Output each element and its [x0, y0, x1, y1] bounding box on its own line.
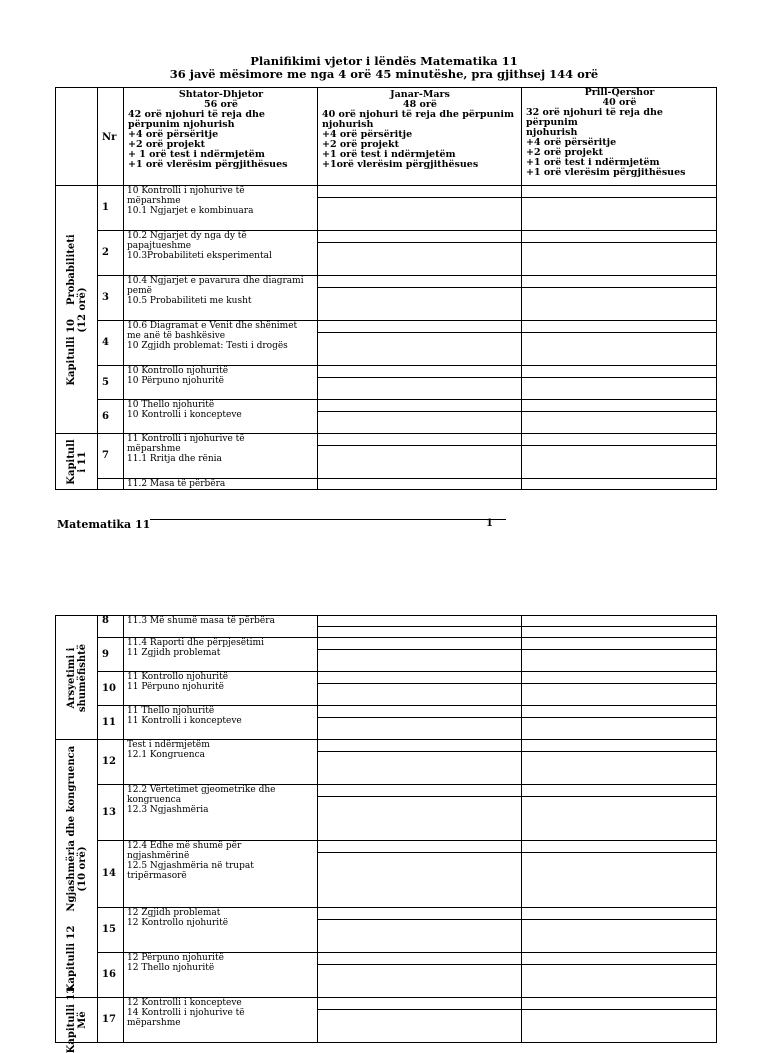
- plan-cell[interactable]: [522, 841, 717, 853]
- plan-cell[interactable]: [318, 412, 522, 434]
- header-nr: Nr: [98, 88, 124, 186]
- plan-cell[interactable]: [522, 740, 717, 752]
- week-topic: 12.2 Vërtetimet gjeometrike dhe kongruenca 12.3 Ngjashmëria: [124, 785, 318, 841]
- plan-cell[interactable]: [318, 998, 522, 1010]
- plan-cell[interactable]: [522, 785, 717, 797]
- plan-cell[interactable]: [318, 198, 522, 231]
- plan-cell[interactable]: [522, 288, 717, 321]
- term-3-hours: 40 orë: [602, 97, 637, 108]
- chapter-12-label: Kapitulli 12 Ngjashmëria dhe kongruenca (10 orë): [56, 740, 98, 998]
- document-subtitle: 36 javë mësimore me nga 4 orë 45 minutëshe, pra gjithsej 144 orë: [169, 67, 599, 81]
- week-topic: 12 Zgjidh problemat 12 Kontrollo njohuritë: [124, 908, 318, 953]
- plan-cell[interactable]: [522, 908, 717, 920]
- week-number: 14: [98, 841, 124, 908]
- week-number: 5: [98, 366, 124, 400]
- plan-cell[interactable]: [318, 706, 522, 718]
- week-topic: 10.6 Diagramat e Venit dhe shënimet me anë të bashkësive 10 Zgjidh problemat: Testi i drogës: [124, 321, 318, 366]
- week-number: 3: [98, 276, 124, 321]
- plan-cell[interactable]: [318, 797, 522, 841]
- week-topic: 10 Kontrolli i njohurive të mëparshme 10.1 Ngjarjet e kombinuara: [124, 186, 318, 231]
- plan-cell[interactable]: [318, 479, 522, 490]
- plan-cell[interactable]: [522, 479, 717, 490]
- plan-cell[interactable]: [522, 400, 717, 412]
- plan-cell[interactable]: [318, 785, 522, 797]
- plan-cell[interactable]: [522, 446, 717, 479]
- plan-cell[interactable]: [522, 752, 717, 785]
- week-number: 7: [98, 434, 124, 479]
- week-topic: 11 Kontrolli i njohurive të mëparshme 11.1 Rritja dhe rënia: [124, 434, 318, 479]
- plan-cell[interactable]: [318, 672, 522, 684]
- plan-cell[interactable]: [522, 672, 717, 684]
- plan-cell[interactable]: [318, 333, 522, 366]
- week-number: 9: [98, 638, 124, 672]
- plan-cell[interactable]: [318, 378, 522, 400]
- plan-cell[interactable]: [318, 953, 522, 965]
- footer-page-number: 1: [486, 518, 493, 529]
- plan-cell[interactable]: [522, 243, 717, 276]
- week-topic: 12.4 Edhe më shumë për ngjashmërinë 12.5 Ngjashmëria në trupat tripërmasorë: [124, 841, 318, 908]
- plan-cell[interactable]: [522, 797, 717, 841]
- plan-cell[interactable]: [522, 412, 717, 434]
- week-topic: 10.4 Ngjarjet e pavarura dhe diagrami pemë 10.5 Probabiliteti me kusht: [124, 276, 318, 321]
- term-1-period: Shtator-Dhjetor: [178, 89, 264, 100]
- plan-cell[interactable]: [318, 446, 522, 479]
- week-number: 10: [98, 672, 124, 706]
- plan-cell[interactable]: [522, 231, 717, 243]
- week-topic: 10 Kontrollo njohuritë 10 Përpuno njohuritë: [124, 366, 318, 400]
- plan-cell[interactable]: [318, 908, 522, 920]
- plan-cell[interactable]: [318, 366, 522, 378]
- plan-cell[interactable]: [318, 321, 522, 333]
- plan-cell[interactable]: [522, 998, 717, 1010]
- term-1-hours: 56 orë: [204, 99, 238, 110]
- term-3-details: 32 orë njohuri të reja dhe përpunim njohurish +4 orë përsëritje +2 orë projekt +1 orë test i ndërmjetëm +1 orë vlerësim përgjithësues: [526, 107, 686, 178]
- plan-cell[interactable]: [522, 616, 717, 627]
- week-topic: 12 Përpuno njohuritë 12 Thello njohuritë: [124, 953, 318, 998]
- plan-cell[interactable]: [522, 953, 717, 965]
- term-2-details: 40 orë njohuri të reja dhe përpunim njohurish +4 orë përsëritje +2 orë projekt +1 orë test i ndërmjetëm +1orë vlerësim përgjithësues: [322, 109, 515, 170]
- week-number: 16: [98, 953, 124, 998]
- plan-cell[interactable]: [318, 276, 522, 288]
- week-topic: 11.2 Masa të përbëra: [124, 479, 318, 490]
- plan-cell[interactable]: [318, 186, 522, 198]
- plan-cell[interactable]: [318, 400, 522, 412]
- plan-cell[interactable]: [318, 841, 522, 853]
- plan-cell[interactable]: [318, 288, 522, 321]
- week-number: 15: [98, 908, 124, 953]
- plan-cell[interactable]: [318, 920, 522, 953]
- week-number: 12: [98, 740, 124, 785]
- plan-cell[interactable]: [522, 718, 717, 740]
- week-number: 6: [98, 400, 124, 434]
- footer-subject: Matematika 11: [57, 518, 151, 531]
- plan-cell[interactable]: [522, 1010, 717, 1043]
- week-topic: 10.2 Ngjarjet dy nga dy të papajtueshme 10.3Probabiliteti eksperimental: [124, 231, 318, 276]
- week-number: 2: [98, 231, 124, 276]
- week-topic: Test i ndërmjetëm 12.1 Kongruenca: [124, 740, 318, 785]
- week-number: 1: [98, 186, 124, 231]
- week-topic: 11 Thello njohuritë 11 Kontrolli i koncepteve: [124, 706, 318, 740]
- week-number: 13: [98, 785, 124, 841]
- plan-cell[interactable]: [318, 718, 522, 740]
- plan-cell[interactable]: [318, 434, 522, 446]
- plan-cell[interactable]: [318, 627, 522, 638]
- plan-cell[interactable]: [522, 378, 717, 400]
- week-number: 4: [98, 321, 124, 366]
- plan-cell[interactable]: [318, 740, 522, 752]
- plan-cell[interactable]: [318, 1010, 522, 1043]
- plan-cell[interactable]: [318, 231, 522, 243]
- plan-cell[interactable]: [318, 616, 522, 627]
- term-1-details: 42 orë njohuri të reja dhe përpunim njohurish +4 orë përsëritje +2 orë projekt + 1 orë test i ndërmjetëm +1 orë vlerësim përgjithësues: [128, 109, 288, 170]
- plan-cell[interactable]: [522, 321, 717, 333]
- week-number: 17: [98, 998, 124, 1043]
- chapter-11-label: Kapitull i 11: [56, 434, 98, 490]
- plan-cell[interactable]: [318, 684, 522, 706]
- plan-cell[interactable]: [318, 752, 522, 785]
- plan-table-page-2: [55, 615, 717, 1053]
- plan-cell[interactable]: [522, 853, 717, 908]
- plan-cell[interactable]: [522, 333, 717, 366]
- document-title: Planifikimi vjetor i lëndës Matematika 11: [250, 54, 518, 68]
- plan-cell[interactable]: [522, 434, 717, 446]
- plan-cell[interactable]: [522, 627, 717, 638]
- week-topic: 11 Kontrollo njohuritë 11 Përpuno njohuritë: [124, 672, 318, 706]
- week-number: 11: [98, 706, 124, 740]
- plan-cell[interactable]: [318, 243, 522, 276]
- plan-cell[interactable]: [522, 965, 717, 998]
- week-number: [98, 479, 124, 490]
- header-term-3: [522, 88, 717, 186]
- term-2-hours: 48 orë: [403, 99, 437, 110]
- plan-cell[interactable]: [522, 276, 717, 288]
- plan-cell[interactable]: [522, 186, 717, 198]
- term-3-period: Prill-Qershor: [584, 87, 655, 98]
- week-topic: 11.3 Më shumë masa të përbëra: [124, 616, 318, 638]
- plan-cell[interactable]: [522, 650, 717, 672]
- week-number: 8: [98, 616, 124, 638]
- plan-cell[interactable]: [522, 366, 717, 378]
- plan-table-page-1: [55, 87, 717, 490]
- plan-cell[interactable]: [318, 638, 522, 650]
- plan-cell[interactable]: [522, 684, 717, 706]
- week-topic: 11.4 Raporti dhe përpjesëtimi 11 Zgjidh problemat: [124, 638, 318, 672]
- header-chapter-cell: [56, 88, 98, 186]
- header-term-2: [318, 88, 522, 186]
- plan-cell[interactable]: [522, 706, 717, 718]
- term-2-period: Janar-Mars: [390, 89, 450, 100]
- plan-cell[interactable]: [318, 650, 522, 672]
- week-topic: 10 Thello njohuritë 10 Kontrolli i koncepteve: [124, 400, 318, 434]
- plan-cell[interactable]: [318, 965, 522, 998]
- chapter-11-label-cont: Arsyetimi i shumëfishtë: [56, 616, 98, 740]
- plan-cell[interactable]: [522, 638, 717, 650]
- chapter-13-label: Kapitulli 13 Më: [56, 998, 98, 1043]
- plan-cell[interactable]: [522, 198, 717, 231]
- chapter-10-label: Kapitulli 10 Probabiliteti (12 orë): [56, 186, 98, 434]
- week-topic: 12 Kontrolli i koncepteve 14 Kontrolli i njohurive të mëparshme: [124, 998, 318, 1043]
- footer-rule: [150, 519, 506, 520]
- header-term-1: [124, 88, 318, 186]
- plan-cell[interactable]: [522, 920, 717, 953]
- plan-cell[interactable]: [318, 853, 522, 908]
